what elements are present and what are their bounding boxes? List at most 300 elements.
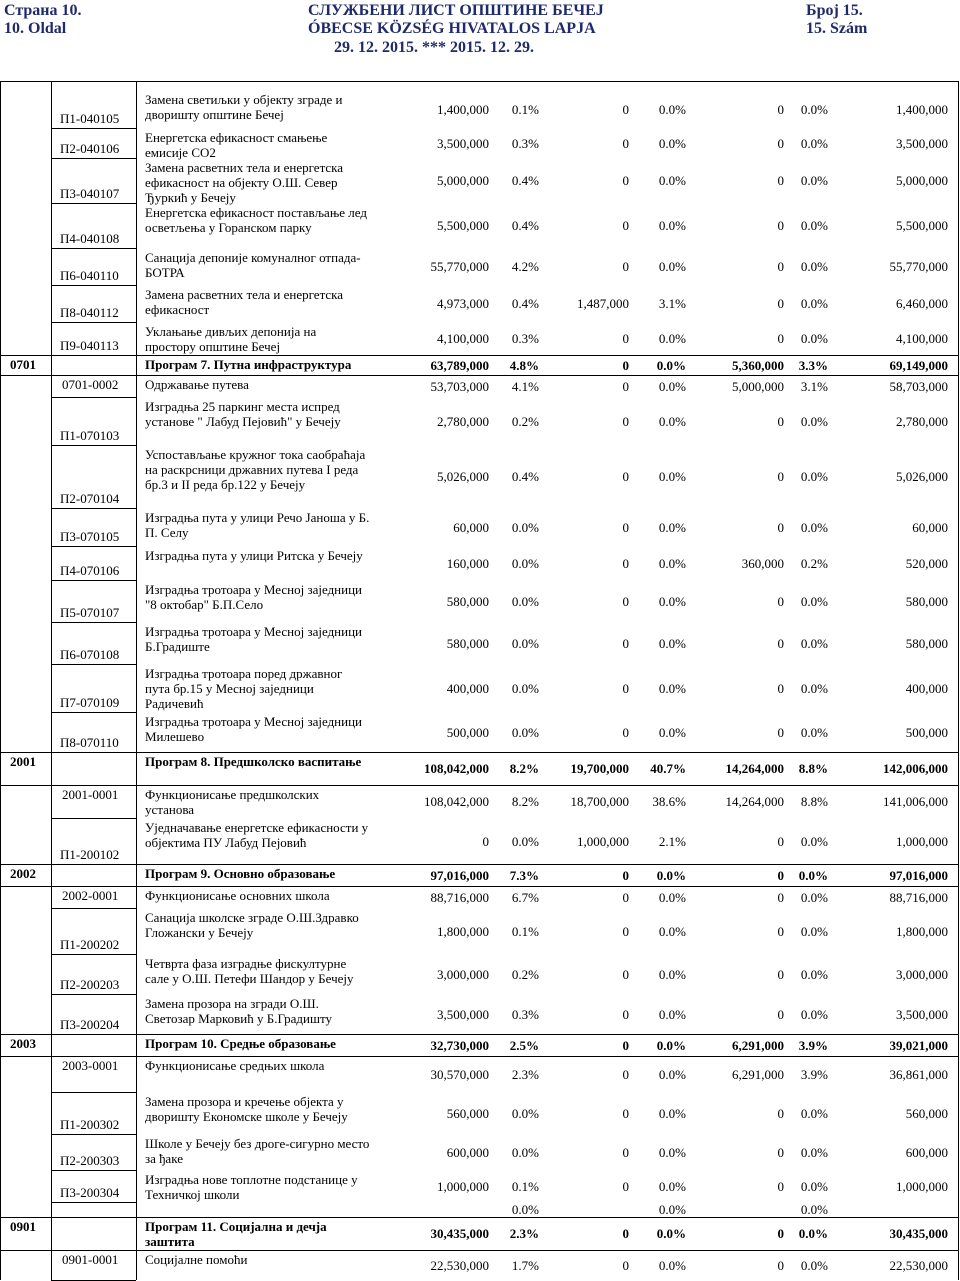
table-row: [0, 622, 960, 664]
percent-cell: 0.2%: [511, 414, 539, 429]
amount-cell: 53,703,000: [430, 379, 489, 394]
amount-cell: 5,360,000: [732, 358, 784, 373]
percent-cell: 0.3%: [511, 1007, 539, 1022]
percent-cell: 0.0%: [658, 636, 686, 651]
percent-cell: 0.0%: [800, 1258, 828, 1273]
percent-cell: 0.0%: [656, 358, 686, 373]
amount-cell: 0: [622, 1038, 629, 1053]
amount-cell: 4,973,000: [437, 296, 489, 311]
table-row: [0, 375, 960, 397]
amount-cell: 0: [777, 296, 784, 311]
percent-cell: 40.7%: [650, 761, 686, 776]
amount-cell: 0: [622, 1067, 629, 1082]
percent-cell: 0.0%: [658, 469, 686, 484]
amount-cell: 1,800,000: [437, 924, 489, 939]
table-row: [0, 785, 960, 818]
table-row: [0, 158, 960, 203]
table-row: [0, 90, 960, 128]
activity-code: П9-040113: [60, 338, 119, 353]
percent-cell: 0.0%: [658, 1258, 686, 1273]
amount-cell: 600,000: [905, 1145, 948, 1160]
amount-cell: 0: [622, 469, 629, 484]
activity-code: П7-070109: [60, 695, 120, 710]
table-row: [0, 546, 960, 580]
activity-code: П4-040108: [60, 231, 120, 246]
amount-cell: 14,264,000: [725, 794, 784, 809]
activity-description: Програм 7. Путна инфраструктура: [145, 357, 352, 372]
amount-cell: 141,006,000: [883, 794, 948, 809]
percent-cell: 0.0%: [658, 1007, 686, 1022]
amount-cell: 5,000,000: [896, 173, 948, 188]
percent-cell: 3.1%: [658, 296, 686, 311]
amount-cell: 1,000,000: [437, 1179, 489, 1194]
percent-cell: 0.0%: [658, 725, 686, 740]
amount-cell: 5,026,000: [896, 469, 948, 484]
amount-cell: 0: [622, 1179, 629, 1194]
activity-code: П3-200204: [60, 1017, 120, 1032]
amount-cell: 0: [622, 1106, 629, 1121]
amount-cell: 580,000: [446, 594, 489, 609]
amount-cell: 600,000: [446, 1145, 489, 1160]
amount-cell: 0: [777, 331, 784, 346]
amount-cell: 0: [622, 725, 629, 740]
amount-cell: 5,026,000: [437, 469, 489, 484]
activity-description: Изградња пута у улици Ритска у Бечеју: [145, 548, 363, 563]
amount-cell: 108,042,000: [424, 761, 489, 776]
activity-code: 2003-0001: [62, 1058, 119, 1073]
percent-cell: 0.0%: [800, 1106, 828, 1121]
table-row: [0, 1170, 960, 1202]
percent-cell: 3.1%: [800, 379, 828, 394]
amount-cell: 0: [622, 520, 629, 535]
issue-date: 29. 12. 2015. *** 2015. 12. 29.: [334, 39, 534, 56]
amount-cell: 2,780,000: [437, 414, 489, 429]
amount-cell: 0: [777, 259, 784, 274]
percent-cell: 0.0%: [800, 725, 828, 740]
amount-cell: 0: [777, 218, 784, 233]
amount-cell: 63,789,000: [430, 358, 489, 373]
table-row: [0, 886, 960, 908]
amount-cell: 3,000,000: [896, 967, 948, 982]
row-divider: [0, 81, 958, 82]
amount-cell: 97,016,000: [430, 868, 489, 883]
percent-cell: 0.4%: [511, 173, 539, 188]
percent-cell: 0.0%: [800, 1007, 828, 1022]
activity-description: Замена расветних тела и енергетска ефикасност на објекту О.Ш. Север Ђуркић у Бечеју: [145, 160, 344, 205]
percent-cell: 0.0%: [658, 102, 686, 117]
percent-cell: 0.0%: [658, 1202, 686, 1217]
amount-cell: 0: [777, 414, 784, 429]
amount-cell: 0: [622, 136, 629, 151]
percent-cell: 0.0%: [656, 1226, 686, 1241]
table-row: [0, 580, 960, 622]
table-row: [0, 994, 960, 1034]
percent-cell: 0.0%: [800, 681, 828, 696]
activity-description: Програм 11. Социјална и дечја заштита: [145, 1219, 327, 1249]
percent-cell: 0.0%: [800, 218, 828, 233]
percent-cell: 0.4%: [511, 469, 539, 484]
percent-cell: 3.9%: [798, 1038, 828, 1053]
activity-description: Санација депоније комуналног отпада-БОТРА: [145, 250, 361, 280]
amount-cell: 0: [622, 924, 629, 939]
activity-description: Замена прозора на згради О.Ш. Светозар Марковић у Б.Градишту: [145, 996, 333, 1026]
amount-cell: 0: [777, 520, 784, 535]
amount-cell: 6,460,000: [896, 296, 948, 311]
percent-cell: 0.0%: [511, 594, 539, 609]
percent-cell: 0.0%: [800, 924, 828, 939]
amount-cell: 0: [777, 469, 784, 484]
page-header: [0, 0, 960, 60]
percent-cell: 0.0%: [800, 173, 828, 188]
amount-cell: 30,570,000: [430, 1067, 489, 1082]
table-row: [0, 664, 960, 712]
amount-cell: 0: [777, 967, 784, 982]
percent-cell: 3.3%: [798, 358, 828, 373]
percent-cell: 0.0%: [511, 1106, 539, 1121]
amount-cell: 1,400,000: [437, 102, 489, 117]
percent-cell: 0.0%: [511, 681, 539, 696]
percent-cell: 0.0%: [658, 1179, 686, 1194]
percent-cell: 0.0%: [658, 218, 686, 233]
amount-cell: 0: [777, 1145, 784, 1160]
amount-cell: 500,000: [905, 725, 948, 740]
amount-cell: 32,730,000: [430, 1038, 489, 1053]
amount-cell: 560,000: [905, 1106, 948, 1121]
table-row: [0, 1134, 960, 1170]
amount-cell: 108,042,000: [424, 794, 489, 809]
amount-cell: 4,100,000: [896, 331, 948, 346]
amount-cell: 0: [777, 681, 784, 696]
amount-cell: 2,780,000: [896, 414, 948, 429]
activity-description: Замена светиљки у објекту зграде и дворишту општине Бечеј: [145, 92, 343, 122]
percent-cell: 0.2%: [511, 967, 539, 982]
percent-cell: 4.2%: [511, 259, 539, 274]
amount-cell: 69,149,000: [889, 358, 948, 373]
amount-cell: 0: [777, 834, 784, 849]
percent-cell: 0.0%: [800, 967, 828, 982]
percent-cell: 0.0%: [800, 296, 828, 311]
percent-cell: 0.0%: [658, 967, 686, 982]
program-code: 2003: [10, 1036, 36, 1051]
table-row: [0, 285, 960, 322]
amount-cell: 0: [622, 868, 629, 883]
activity-description: Функционисање средњих школа: [145, 1058, 325, 1073]
percent-cell: 0.2%: [800, 556, 828, 571]
amount-cell: 0: [622, 102, 629, 117]
amount-cell: 36,861,000: [889, 1067, 948, 1082]
amount-cell: 5,000,000: [732, 379, 784, 394]
amount-cell: 400,000: [905, 681, 948, 696]
amount-cell: 3,000,000: [437, 967, 489, 982]
amount-cell: 0: [622, 967, 629, 982]
amount-cell: 55,770,000: [889, 259, 948, 274]
percent-cell: 0.3%: [511, 331, 539, 346]
amount-cell: 3,500,000: [896, 136, 948, 151]
percent-cell: 0.0%: [658, 173, 686, 188]
amount-cell: 0: [777, 1007, 784, 1022]
amount-cell: 360,000: [741, 556, 784, 571]
percent-cell: 0.0%: [656, 868, 686, 883]
percent-cell: 0.3%: [511, 136, 539, 151]
percent-cell: 0.0%: [511, 834, 539, 849]
amount-cell: 60,000: [912, 520, 948, 535]
activity-code: 0701-0002: [62, 377, 119, 392]
table-row: [0, 1092, 960, 1134]
issue-number-hu: 15. Szám: [806, 20, 868, 37]
percent-cell: 0.0%: [800, 331, 828, 346]
percent-cell: 0.0%: [800, 520, 828, 535]
program-row: [0, 1217, 960, 1250]
activity-description: Програм 9. Основно образовање: [145, 866, 336, 881]
amount-cell: 0: [622, 1145, 629, 1160]
percent-cell: 0.0%: [658, 414, 686, 429]
percent-cell: 0.0%: [511, 556, 539, 571]
amount-cell: 160,000: [446, 556, 489, 571]
percent-cell: 0.0%: [511, 1145, 539, 1160]
percent-cell: 0.1%: [511, 924, 539, 939]
activity-code: П2-040106: [60, 141, 120, 156]
percent-cell: 0.0%: [658, 556, 686, 571]
percent-cell: 0.0%: [800, 890, 828, 905]
amount-cell: 0: [622, 556, 629, 571]
activity-code: П1-040105: [60, 111, 120, 126]
table-row: [0, 397, 960, 445]
table-row: [0, 248, 960, 285]
amount-cell: 14,264,000: [725, 761, 784, 776]
amount-cell: 60,000: [453, 520, 489, 535]
amount-cell: 142,006,000: [883, 761, 948, 776]
percent-cell: 1.7%: [511, 1258, 539, 1273]
percent-cell: 8.8%: [798, 761, 828, 776]
activity-description: Замена прозора и кречење објекта у дворишту Економске школе у Бечеју: [145, 1094, 348, 1124]
amount-cell: 0: [622, 358, 629, 373]
amount-cell: 88,716,000: [430, 890, 489, 905]
activity-description: Четврта фаза изградње фискултурне сале у О.Ш. Петефи Шандор у Бечеју: [145, 956, 354, 986]
activity-code: П3-200304: [60, 1185, 120, 1200]
amount-cell: 1,000,000: [896, 834, 948, 849]
percent-cell: 0.4%: [511, 218, 539, 233]
amount-cell: 1,487,000: [577, 296, 629, 311]
amount-cell: 0: [777, 868, 784, 883]
amount-cell: 1,800,000: [896, 924, 948, 939]
amount-cell: 30,435,000: [430, 1226, 489, 1241]
percent-cell: 0.0%: [798, 1226, 828, 1241]
issue-number-sr: Број 15.: [806, 2, 863, 19]
program-code: 0701: [10, 357, 36, 372]
page-number-hu: 10. Oldal: [4, 20, 67, 37]
percent-cell: 4.8%: [509, 358, 539, 373]
amount-cell: 22,530,000: [430, 1258, 489, 1273]
activity-code: П1-200102: [60, 847, 120, 862]
percent-cell: 0.0%: [656, 1038, 686, 1053]
percent-cell: 2.5%: [509, 1038, 539, 1053]
amount-cell: 0: [622, 1007, 629, 1022]
amount-cell: 22,530,000: [889, 1258, 948, 1273]
amount-cell: 4,100,000: [437, 331, 489, 346]
activity-description: Функционисање предшколских установа: [145, 787, 320, 817]
table-row: [0, 712, 960, 752]
amount-cell: 580,000: [905, 636, 948, 651]
percent-cell: 0.0%: [658, 1106, 686, 1121]
activity-description: Енергетска ефикасност смањење емисије СО2: [145, 130, 328, 160]
amount-cell: 3,500,000: [437, 136, 489, 151]
amount-cell: 1,400,000: [896, 102, 948, 117]
amount-cell: 0: [622, 218, 629, 233]
amount-cell: 0: [482, 834, 489, 849]
activity-description: Школе у Бечеју без дроге-сигурно место за ђаке: [145, 1136, 370, 1166]
percent-cell: 0.0%: [800, 636, 828, 651]
activity-description: Изградња нове топлотне подстанице у Техничкој школи: [145, 1172, 358, 1202]
amount-cell: 58,703,000: [889, 379, 948, 394]
table-row: [0, 322, 960, 355]
table-row: [0, 445, 960, 508]
percent-cell: 0.0%: [800, 102, 828, 117]
program-code: 2001: [10, 754, 36, 769]
percent-cell: 0.0%: [658, 924, 686, 939]
percent-cell: 8.8%: [800, 794, 828, 809]
amount-cell: 0: [622, 1258, 629, 1273]
activity-code: П8-070110: [60, 735, 119, 750]
percent-cell: 7.3%: [509, 868, 539, 883]
table-row: [0, 1056, 960, 1092]
activity-code: П3-040107: [60, 186, 120, 201]
percent-cell: 0.0%: [658, 136, 686, 151]
percent-cell: 0.0%: [511, 520, 539, 535]
page-number-sr: Страна 10.: [4, 2, 82, 19]
activity-code: П8-040112: [60, 305, 119, 320]
percent-cell: 0.0%: [511, 725, 539, 740]
amount-cell: 0: [777, 890, 784, 905]
activity-code: П2-200203: [60, 977, 120, 992]
amount-cell: 0: [622, 414, 629, 429]
amount-cell: 520,000: [905, 556, 948, 571]
amount-cell: 1,000,000: [577, 834, 629, 849]
amount-cell: 0: [622, 379, 629, 394]
table-row: [0, 908, 960, 954]
amount-cell: 5,000,000: [437, 173, 489, 188]
activity-description: Одржавање путева: [145, 377, 249, 392]
activity-description: Изградња тротоара у Месној заједници "8 октобар" Б.П.Село: [145, 582, 363, 612]
table-row: [0, 954, 960, 994]
activity-code: П1-200302: [60, 1117, 120, 1132]
percent-cell: 0.0%: [800, 469, 828, 484]
publication-title-hu: ÓBECSE KÖZSÉG HIVATALOS LAPJA: [308, 20, 596, 37]
percent-cell: 0.0%: [800, 1179, 828, 1194]
amount-cell: 88,716,000: [889, 890, 948, 905]
amount-cell: 0: [622, 890, 629, 905]
amount-cell: 6,291,000: [732, 1067, 784, 1082]
program-code: 2002: [10, 866, 36, 881]
table-row: [0, 508, 960, 546]
program-row: [0, 752, 960, 785]
percent-cell: 0.0%: [658, 890, 686, 905]
percent-cell: 0.4%: [511, 296, 539, 311]
activity-description: Успостављање кружног тока саобраћаја на раскрсници државних путева I реда бр.3 и II реда бр.122 у Бечеју: [145, 447, 366, 492]
percent-cell: 0.0%: [658, 681, 686, 696]
percent-cell: 2.3%: [509, 1226, 539, 1241]
table-row: [0, 1250, 960, 1280]
activity-code: П2-200303: [60, 1153, 120, 1168]
percent-cell: 3.9%: [800, 1067, 828, 1082]
activity-code: 0901-0001: [62, 1252, 119, 1267]
activity-description: Енергетска ефикасност постављање лед осветљења у Горанском парку: [145, 205, 367, 235]
amount-cell: 19,700,000: [570, 761, 629, 776]
activity-description: Функционисање основних школа: [145, 888, 330, 903]
amount-cell: 0: [777, 636, 784, 651]
percent-cell: 4.1%: [511, 379, 539, 394]
percent-cell: 0.0%: [800, 136, 828, 151]
percent-cell: 0.0%: [658, 331, 686, 346]
activity-description: Изградња пута у улици Речо Јаноша у Б. П. Селу: [145, 510, 370, 540]
activity-code: П1-200202: [60, 937, 120, 952]
amount-cell: 0: [622, 594, 629, 609]
activity-code: П6-070108: [60, 647, 120, 662]
activity-code: 2001-0001: [62, 787, 119, 802]
percent-cell: 0.0%: [800, 1145, 828, 1160]
percent-cell: 8.2%: [509, 761, 539, 776]
percent-cell: 0.0%: [800, 259, 828, 274]
amount-cell: 560,000: [446, 1106, 489, 1121]
amount-cell: 0: [622, 636, 629, 651]
amount-cell: 30,435,000: [889, 1226, 948, 1241]
amount-cell: 0: [777, 102, 784, 117]
percent-cell: 0.0%: [800, 594, 828, 609]
percent-cell: 0.1%: [511, 1179, 539, 1194]
percent-cell: 38.6%: [652, 794, 686, 809]
amount-cell: 0: [777, 1226, 784, 1241]
program-row: [0, 1034, 960, 1056]
percent-cell: 0.1%: [511, 102, 539, 117]
amount-cell: 18,700,000: [570, 794, 629, 809]
percent-cell: 0.0%: [658, 594, 686, 609]
activity-description: Замена расветних тела и енергетска ефикасност: [145, 287, 344, 317]
amount-cell: 0: [622, 681, 629, 696]
amount-cell: 500,000: [446, 725, 489, 740]
activity-code: П6-040110: [60, 268, 119, 283]
activity-code: 2002-0001: [62, 888, 119, 903]
activity-description: Програм 8. Предшколско васпитање: [145, 754, 362, 769]
activity-description: Социјалне помоћи: [145, 1252, 248, 1267]
amount-cell: 0: [777, 924, 784, 939]
program-code: 0901: [10, 1219, 36, 1234]
activity-code: П5-070107: [60, 605, 120, 620]
activity-code: П1-070103: [60, 428, 120, 443]
percent-cell: 0.0%: [798, 868, 828, 883]
program-row: [0, 864, 960, 886]
activity-code: П4-070106: [60, 563, 120, 578]
amount-cell: 0: [777, 173, 784, 188]
amount-cell: 6,291,000: [732, 1038, 784, 1053]
amount-cell: 39,021,000: [889, 1038, 948, 1053]
percent-cell: 2.1%: [658, 834, 686, 849]
percent-cell: 0.0%: [658, 1067, 686, 1082]
amount-cell: 0: [622, 259, 629, 274]
amount-cell: 580,000: [905, 594, 948, 609]
table-row: [0, 818, 960, 864]
percent-cell: 0.0%: [658, 1145, 686, 1160]
table-row: [0, 203, 960, 248]
percent-cell: 0.0%: [658, 259, 686, 274]
publication-title-sr: СЛУЖБЕНИ ЛИСТ ОПШТИНЕ БЕЧЕЈ: [308, 2, 604, 19]
activity-description: Изградња тротоара у Месној заједници Милешево: [145, 714, 363, 744]
activity-description: Уједначавање енергетске ефикасности у објектима ПУ Лабуд Пејовић: [145, 820, 369, 850]
activity-description: Уклањање дивљих депонија на простору општине Бечеј: [145, 324, 317, 354]
percent-cell: 0.0%: [511, 636, 539, 651]
table-row: [0, 1202, 960, 1217]
amount-cell: 5,500,000: [896, 218, 948, 233]
amount-cell: 0: [622, 173, 629, 188]
amount-cell: 3,500,000: [437, 1007, 489, 1022]
